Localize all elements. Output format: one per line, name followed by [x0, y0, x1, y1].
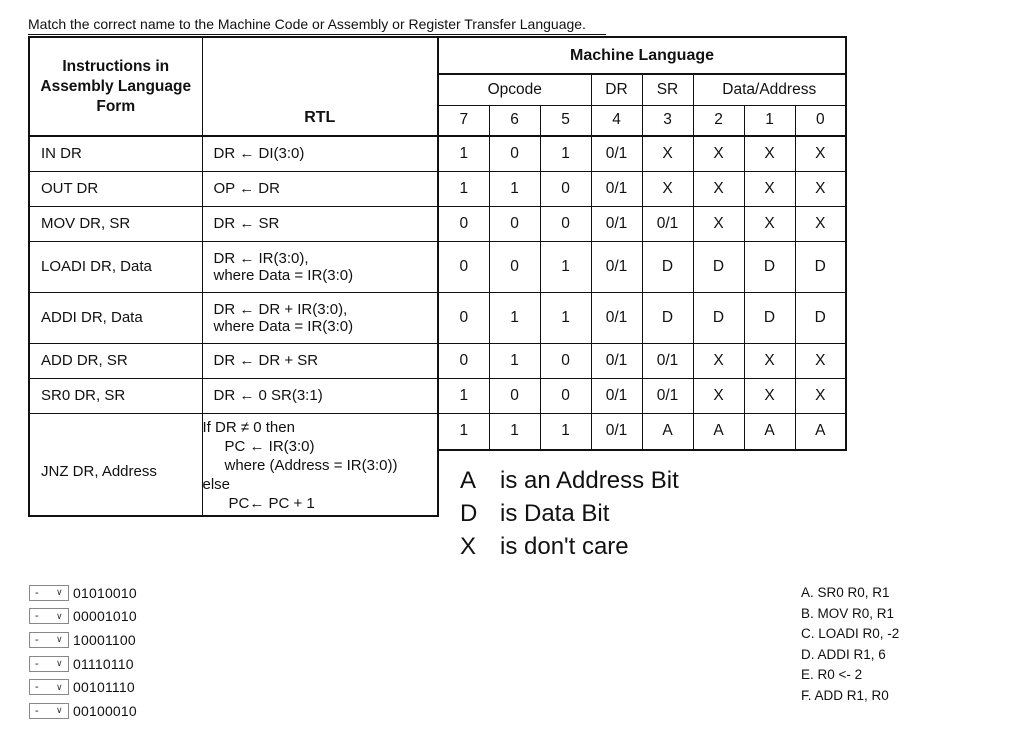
header-instructions: Instructions in Assembly Language Form — [29, 37, 202, 136]
bit-cell: A — [795, 413, 846, 450]
bit-cell: X — [795, 378, 846, 413]
bit-cell: X — [744, 206, 795, 241]
bit-cell: 0 — [438, 292, 489, 343]
legend-text: is an Address Bit — [500, 467, 679, 494]
rtl-line: DR ← IR(3:0), — [213, 249, 309, 267]
question-text: Match the correct name to the Machine Code or Assembly or Register Transfer Language. — [28, 16, 586, 32]
answer-options — [801, 583, 899, 706]
legend-item — [460, 464, 679, 497]
bit-cell: 1 — [540, 136, 591, 171]
bit-cell: X — [795, 343, 846, 378]
table-row — [29, 171, 846, 206]
chevron-down-icon: ∨ — [56, 681, 63, 692]
bit-cell: X — [693, 171, 744, 206]
bit-cell: 0 — [489, 378, 540, 413]
bit-cell: D — [693, 292, 744, 343]
match-list — [29, 581, 137, 723]
bit-cell: 0 — [489, 206, 540, 241]
bit-cell: 0 — [438, 206, 489, 241]
table-row — [29, 378, 846, 413]
answer-select[interactable] — [29, 632, 69, 648]
bit-cell: D — [795, 292, 846, 343]
bit-cell: 0/1 — [591, 241, 642, 292]
legend-symbol: A — [460, 467, 477, 494]
bit-cell: 0/1 — [591, 292, 642, 343]
bit-header: 4 — [591, 105, 642, 136]
select-value: - — [35, 633, 39, 646]
bit-cell: 1 — [438, 171, 489, 206]
answer-select[interactable] — [29, 656, 69, 672]
bit-cell: 0 — [489, 136, 540, 171]
bit-cell: D — [693, 241, 744, 292]
table-row — [29, 241, 846, 292]
bit-cell: 0/1 — [642, 206, 693, 241]
chevron-down-icon: ∨ — [56, 658, 63, 669]
answer-select[interactable] — [29, 703, 69, 719]
rtl-line: where (Address = IR(3:0)) — [224, 456, 398, 474]
answer-select[interactable] — [29, 585, 69, 601]
bit-cell: D — [795, 241, 846, 292]
bit-cell: X — [744, 378, 795, 413]
bit-cell: 1 — [489, 343, 540, 378]
bit-cell: X — [693, 378, 744, 413]
chevron-down-icon: ∨ — [56, 705, 63, 716]
legend-text: is Data Bit — [500, 500, 610, 527]
bit-cell: A — [693, 413, 744, 450]
chevron-down-icon: ∨ — [56, 610, 63, 621]
bit-cell: 1 — [540, 413, 591, 450]
match-row — [29, 628, 137, 652]
bit-header: 5 — [540, 105, 591, 136]
bit-cell: A — [642, 413, 693, 450]
select-value: - — [35, 681, 39, 694]
bit-cell: 0/1 — [591, 136, 642, 171]
rtl-line: PC← PC + 1 — [228, 494, 315, 512]
legend-symbol: X — [460, 533, 477, 560]
header-sr: SR — [642, 74, 693, 105]
legend-item — [460, 497, 679, 530]
select-value: - — [35, 657, 39, 670]
machine-code: 00101110 — [73, 679, 135, 696]
rtl-line: DR ← DR + IR(3:0), — [213, 300, 348, 318]
machine-code: 00001010 — [73, 608, 137, 625]
bit-cell: 1 — [489, 292, 540, 343]
rtl-line: where Data = IR(3:0) — [213, 266, 354, 284]
bit-cell: 1 — [489, 413, 540, 450]
table-row — [29, 343, 846, 378]
bit-cell: X — [693, 206, 744, 241]
bit-cell: 0 — [540, 378, 591, 413]
bit-cell: 1 — [438, 378, 489, 413]
rtl-cell — [202, 241, 438, 292]
match-row — [29, 699, 137, 723]
bit-cell: D — [744, 241, 795, 292]
bit-cell: 0/1 — [591, 378, 642, 413]
rtl-cell: DR ← DI(3:0) — [202, 136, 438, 171]
instruction-table — [28, 36, 847, 517]
bit-cell: 0/1 — [591, 206, 642, 241]
select-value: - — [35, 610, 39, 623]
legend-text: is don't care — [500, 533, 629, 560]
select-value: - — [35, 586, 39, 599]
chevron-down-icon: ∨ — [56, 634, 63, 645]
bit-header: 6 — [489, 105, 540, 136]
bit-cell: X — [744, 136, 795, 171]
bit-cell: 1 — [438, 413, 489, 450]
bit-cell: X — [642, 136, 693, 171]
table-row — [29, 413, 846, 450]
header-opcode: Opcode — [438, 74, 591, 105]
bit-cell: 1 — [438, 136, 489, 171]
select-value: - — [35, 704, 39, 717]
bit-cell: 0 — [540, 171, 591, 206]
table-row — [29, 206, 846, 241]
instr-cell: LOADI DR, Data — [29, 241, 202, 292]
bit-cell: X — [795, 206, 846, 241]
match-row — [29, 581, 137, 605]
machine-code: 00100010 — [73, 702, 137, 719]
bit-cell: 0/1 — [591, 171, 642, 206]
rtl-cell: DR ← DR + SR — [202, 343, 438, 378]
legend-item — [460, 530, 679, 563]
bit-cell: X — [693, 136, 744, 171]
bit-cell: X — [642, 171, 693, 206]
bit-cell: 0 — [540, 343, 591, 378]
rtl-line: PC ← IR(3:0) — [224, 437, 315, 455]
bit-cell: D — [744, 292, 795, 343]
header-dr: DR — [591, 74, 642, 105]
rtl-line: where Data = IR(3:0) — [213, 317, 354, 335]
legend — [460, 464, 679, 563]
bit-cell: X — [693, 343, 744, 378]
bit-cell: X — [744, 171, 795, 206]
rtl-line: else — [202, 475, 231, 493]
bit-cell: D — [642, 292, 693, 343]
instr-cell: OUT DR — [29, 171, 202, 206]
bit-header: 0 — [795, 105, 846, 136]
bit-cell: 0 — [438, 343, 489, 378]
header-rtl: RTL — [202, 37, 438, 136]
answer-select[interactable] — [29, 679, 69, 695]
answer-option: B. MOV R0, R1 — [801, 605, 895, 621]
rtl-line: If DR ≠ 0 then — [202, 418, 295, 436]
bit-cell: 0 — [438, 241, 489, 292]
match-row — [29, 675, 137, 699]
bit-cell: 0 — [489, 241, 540, 292]
bit-header: 1 — [744, 105, 795, 136]
instr-cell: IN DR — [29, 136, 202, 171]
bit-header: 2 — [693, 105, 744, 136]
bit-cell: 1 — [540, 292, 591, 343]
match-row — [29, 605, 137, 629]
header-data-address: Data/Address — [693, 74, 846, 105]
bit-cell: 0/1 — [591, 413, 642, 450]
instr-cell: MOV DR, SR — [29, 206, 202, 241]
question-underline — [28, 34, 606, 35]
answer-option: F. ADD R1, R0 — [801, 687, 889, 703]
rtl-cell: DR ← 0 SR(3:1) — [202, 378, 438, 413]
bit-cell: A — [744, 413, 795, 450]
table-row — [29, 136, 846, 171]
instr-cell: ADD DR, SR — [29, 343, 202, 378]
bit-cell: 1 — [540, 241, 591, 292]
chevron-down-icon: ∨ — [56, 587, 63, 598]
bit-cell: D — [642, 241, 693, 292]
rtl-cell: DR ← SR — [202, 206, 438, 241]
machine-code: 10001100 — [73, 631, 136, 648]
bit-cell: 1 — [489, 171, 540, 206]
bit-header: 7 — [438, 105, 489, 136]
table-row — [29, 292, 846, 343]
machine-code: 01010010 — [73, 584, 137, 601]
bit-header: 3 — [642, 105, 693, 136]
bit-cell: 0/1 — [591, 343, 642, 378]
answer-option: C. LOADI R0, -2 — [801, 626, 900, 641]
machine-code: 01110110 — [73, 655, 134, 672]
bit-cell: 0/1 — [642, 378, 693, 413]
instr-cell: SR0 DR, SR — [29, 378, 202, 413]
bit-cell: X — [795, 171, 846, 206]
header-machine-language: Machine Language — [438, 37, 846, 74]
bit-cell: 0 — [540, 206, 591, 241]
rtl-cell — [202, 292, 438, 343]
answer-select[interactable] — [29, 608, 69, 624]
answer-option: E. R0 <- 2 — [801, 667, 863, 682]
answer-option: A. SR0 R0, R1 — [801, 585, 890, 600]
bit-cell: 0/1 — [642, 343, 693, 378]
bit-cell: X — [744, 343, 795, 378]
rtl-cell — [202, 413, 438, 516]
instr-cell: JNZ DR, Address — [29, 413, 202, 516]
match-row — [29, 652, 137, 676]
rtl-cell: OP ← DR — [202, 171, 438, 206]
bit-cell: X — [795, 136, 846, 171]
instr-cell: ADDI DR, Data — [29, 292, 202, 343]
answer-option: D. ADDI R1, 6 — [801, 646, 886, 662]
legend-symbol: D — [460, 500, 478, 527]
